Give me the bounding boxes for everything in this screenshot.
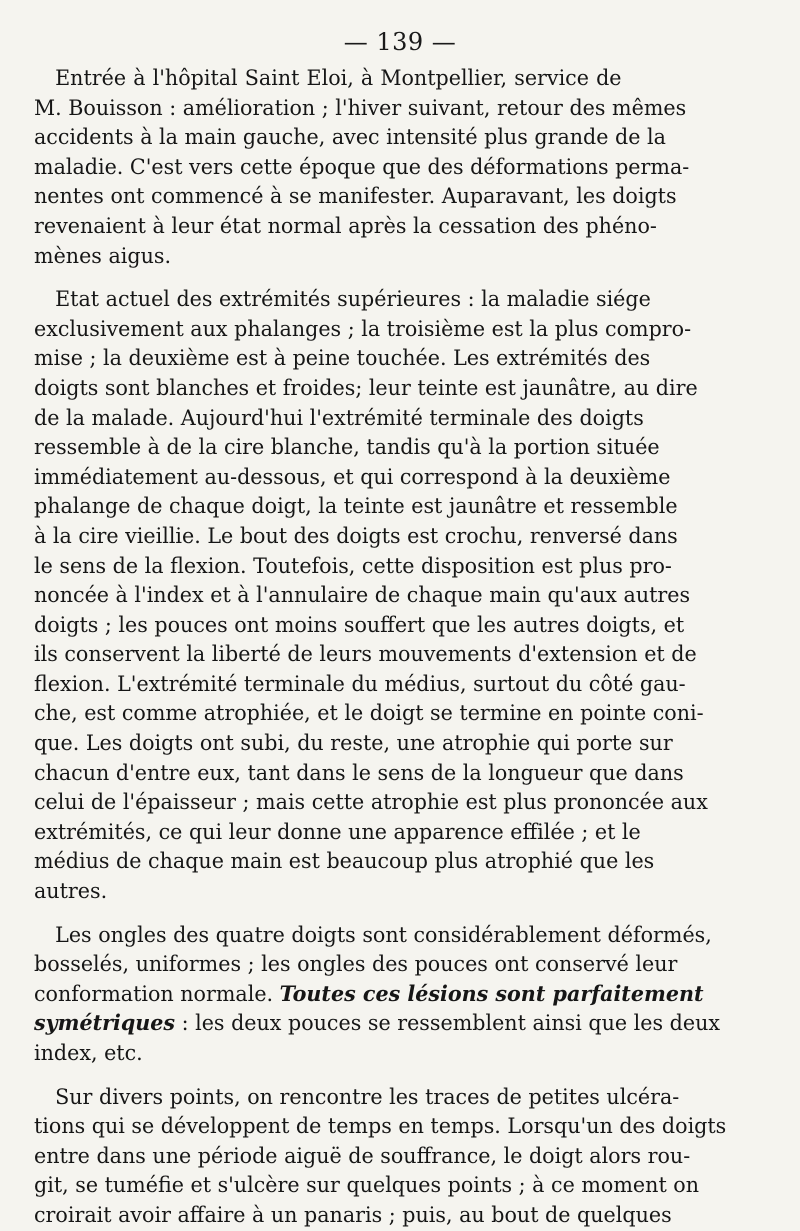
text-line [34, 1009, 721, 1039]
paragraph-gap [34, 271, 622, 285]
text-line: maladie. C'est vers cette époque que des déformations perma- [34, 154, 690, 180]
text-line: index, etc. [34, 1041, 143, 1066]
paragraph-gap [34, 1069, 622, 1083]
text-line: à la cire vieillie. Le bout des doigts est crochu, renversé dans [34, 523, 678, 549]
text-line: entre dans une période aiguë de souffrance, le doigt alors rou- [34, 1143, 691, 1169]
text-line: ressemble à de la cire blanche, tandis qu'à la portion située [34, 435, 660, 461]
text-line: croirait avoir affaire à un panaris ; puis, au bout de quelques [34, 1202, 672, 1228]
page-number: — 139 — [343, 28, 457, 56]
text-line: Sur divers points, on rencontre les traces de petites ulcéra- [55, 1084, 680, 1110]
text-line: Etat actuel des extrémités supérieures : la maladie siége [55, 287, 651, 313]
italic-text: Toutes ces lésions sont parfaitement [279, 981, 704, 1007]
text-line: flexion. L'extrémité terminale du médius, surtout du côté gau- [34, 671, 686, 697]
text-line: doigts sont blanches et froides; leur teinte est jaunâtre, au dire [34, 375, 698, 401]
text-line: doigts ; les pouces ont moins souffert que les autres doigts, et [34, 612, 685, 638]
text-line: immédiatement au-dessous, et qui correspond à la deuxième [34, 464, 671, 490]
text-line: bosselés, uniformes ; les ongles des pouces ont conservé leur [34, 952, 678, 978]
text-line [34, 980, 704, 1010]
body-text [34, 64, 727, 1231]
text-line: mènes aigus. [34, 243, 172, 269]
italic-text: symétriques [34, 1011, 176, 1037]
text-line: revenaient à leur état normal après la cessation des phéno- [34, 213, 657, 239]
text-line: le sens de la flexion. Toutefois, cette disposition est plus pro- [34, 553, 672, 579]
text-line: autres. [34, 879, 108, 905]
paragraph-gap [34, 907, 622, 921]
text-line: M. Bouisson : amélioration ; l'hiver suivant, retour des mêmes [34, 95, 687, 121]
text-run: conformation normale. [34, 981, 280, 1007]
text-line: Les ongles des quatre doigts sont considérablement déformés, [55, 922, 712, 948]
text-line: phalange de chaque doigt, la teinte est jaunâtre et ressemble [34, 494, 678, 520]
text-line: de la malade. Aujourd'hui l'extrémité terminale des doigts [34, 405, 644, 431]
text-run: : les deux pouces se ressemblent ainsi que les deux [175, 1011, 721, 1037]
text-line: exclusivement aux phalanges ; la troisième est la plus compro- [34, 316, 692, 342]
text-line: accidents à la main gauche, avec intensité plus grande de la [34, 125, 666, 151]
text-line: Entrée à l'hôpital Saint Eloi, à Montpellier, service de [55, 66, 622, 91]
text-line: noncée à l'index et à l'annulaire de chaque main qu'aux autres [34, 583, 691, 609]
text-line: médius de chaque main est beaucoup plus atrophié que les [34, 849, 655, 875]
text-line: tions qui se développent de temps en temps. Lorsqu'un des doigts [34, 1114, 727, 1140]
text-line: celui de l'épaisseur ; mais cette atrophie est plus prononcée aux [34, 790, 708, 816]
text-line: git, se tuméfie et s'ulcère sur quelques points ; à ce moment on [34, 1173, 700, 1199]
text-line: chacun d'entre eux, tant dans le sens de la longueur que dans [34, 760, 684, 786]
text-line: che, est comme atrophiée, et le doigt se termine en pointe coni- [34, 701, 704, 727]
text-line: nentes ont commencé à se manifester. Auparavant, les doigts [34, 184, 677, 210]
text-line: ils conservent la liberté de leurs mouvements d'extension et de [34, 642, 697, 668]
text-line: extrémités, ce qui leur donne une apparence effilée ; et le [34, 819, 641, 845]
text-line: que. Les doigts ont subi, du reste, une atrophie qui porte sur [34, 731, 673, 757]
text-line: mise ; la deuxième est à peine touchée. Les extrémités des [34, 346, 651, 372]
